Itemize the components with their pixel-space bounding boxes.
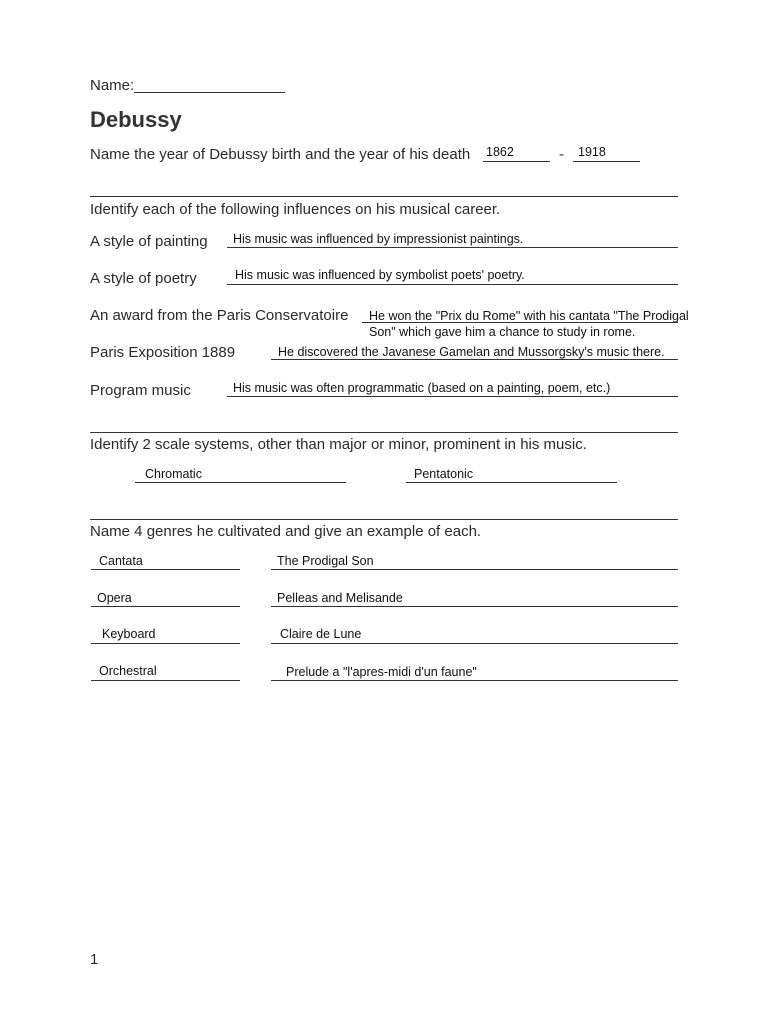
genre-answer-3: Keyboard xyxy=(102,627,156,641)
page-number: 1 xyxy=(90,951,99,968)
q2-prompt: Identify each of the following influences on his musical career. xyxy=(90,201,501,218)
program-music-answer: His music was often programmatic (based on a painting, poem, etc.) xyxy=(233,381,611,395)
section-divider-3 xyxy=(90,519,678,520)
q4-prompt: Name 4 genres he cultivated and give an example of each. xyxy=(90,523,482,540)
poetry-answer: His music was influenced by symbolist poets' poetry. xyxy=(235,268,525,282)
example-line-3[interactable] xyxy=(271,643,678,644)
painting-label: A style of painting xyxy=(90,233,208,250)
example-answer-1: The Prodigal Son xyxy=(277,554,374,568)
award-label: An award from the Paris Conservatoire xyxy=(90,307,349,324)
genre-answer-4: Orchestral xyxy=(99,664,157,678)
scale-answer-2: Pentatonic xyxy=(414,467,474,481)
genre-line-3[interactable] xyxy=(91,643,240,644)
scale-answer-1: Chromatic xyxy=(145,467,202,481)
exposition-label: Paris Exposition 1889 xyxy=(90,344,236,361)
award-answer: He won the "Prix du Rome" with his cantata "The Prodigal xyxy=(369,309,689,323)
exposition-answer: He discovered the Javanese Gamelan and Mussorgsky's music there. xyxy=(278,345,665,359)
name-label: Name: xyxy=(90,77,135,94)
poetry-line[interactable] xyxy=(227,284,678,285)
q3-prompt: Identify 2 scale systems, other than major or minor, prominent in his music. xyxy=(90,436,587,453)
genre-answer-2: Opera xyxy=(97,591,132,605)
genre-line-2[interactable] xyxy=(91,606,240,607)
q1-prompt: Name the year of Debussy birth and the year of his death xyxy=(90,146,471,163)
poetry-label: A style of poetry xyxy=(90,270,197,287)
page-title: Debussy xyxy=(90,107,182,132)
genre-line-4[interactable] xyxy=(91,680,240,681)
name-line[interactable] xyxy=(134,92,285,93)
painting-line[interactable] xyxy=(227,247,678,248)
genre-answer-1: Cantata xyxy=(99,554,143,568)
example-answer-3: Claire de Lune xyxy=(280,627,362,641)
section-divider-2 xyxy=(90,432,678,433)
example-line-4[interactable] xyxy=(271,680,678,681)
death-year-line[interactable] xyxy=(573,161,640,162)
example-answer-2: Pelleas and Melisande xyxy=(277,591,403,605)
scale-line-1[interactable] xyxy=(135,482,346,483)
year-dash: - xyxy=(559,146,564,163)
award-line[interactable] xyxy=(362,322,678,323)
scale-line-2[interactable] xyxy=(406,482,617,483)
painting-answer: His music was influenced by impressionist paintings. xyxy=(233,232,524,246)
program-music-label: Program music xyxy=(90,382,191,399)
example-answer-4: Prelude a "l'apres-midi d'un faune" xyxy=(286,665,477,679)
exposition-line[interactable] xyxy=(271,359,678,360)
award-answer-line2: Son" which gave him a chance to study in rome. xyxy=(369,325,636,339)
genre-line-1[interactable] xyxy=(91,569,240,570)
example-line-1[interactable] xyxy=(271,569,678,570)
birth-year-answer: 1862 xyxy=(486,145,514,159)
program-music-line[interactable] xyxy=(227,396,678,397)
birth-year-line[interactable] xyxy=(483,161,550,162)
example-line-2[interactable] xyxy=(271,606,678,607)
section-divider-1 xyxy=(90,196,678,197)
death-year-answer: 1918 xyxy=(578,145,606,159)
